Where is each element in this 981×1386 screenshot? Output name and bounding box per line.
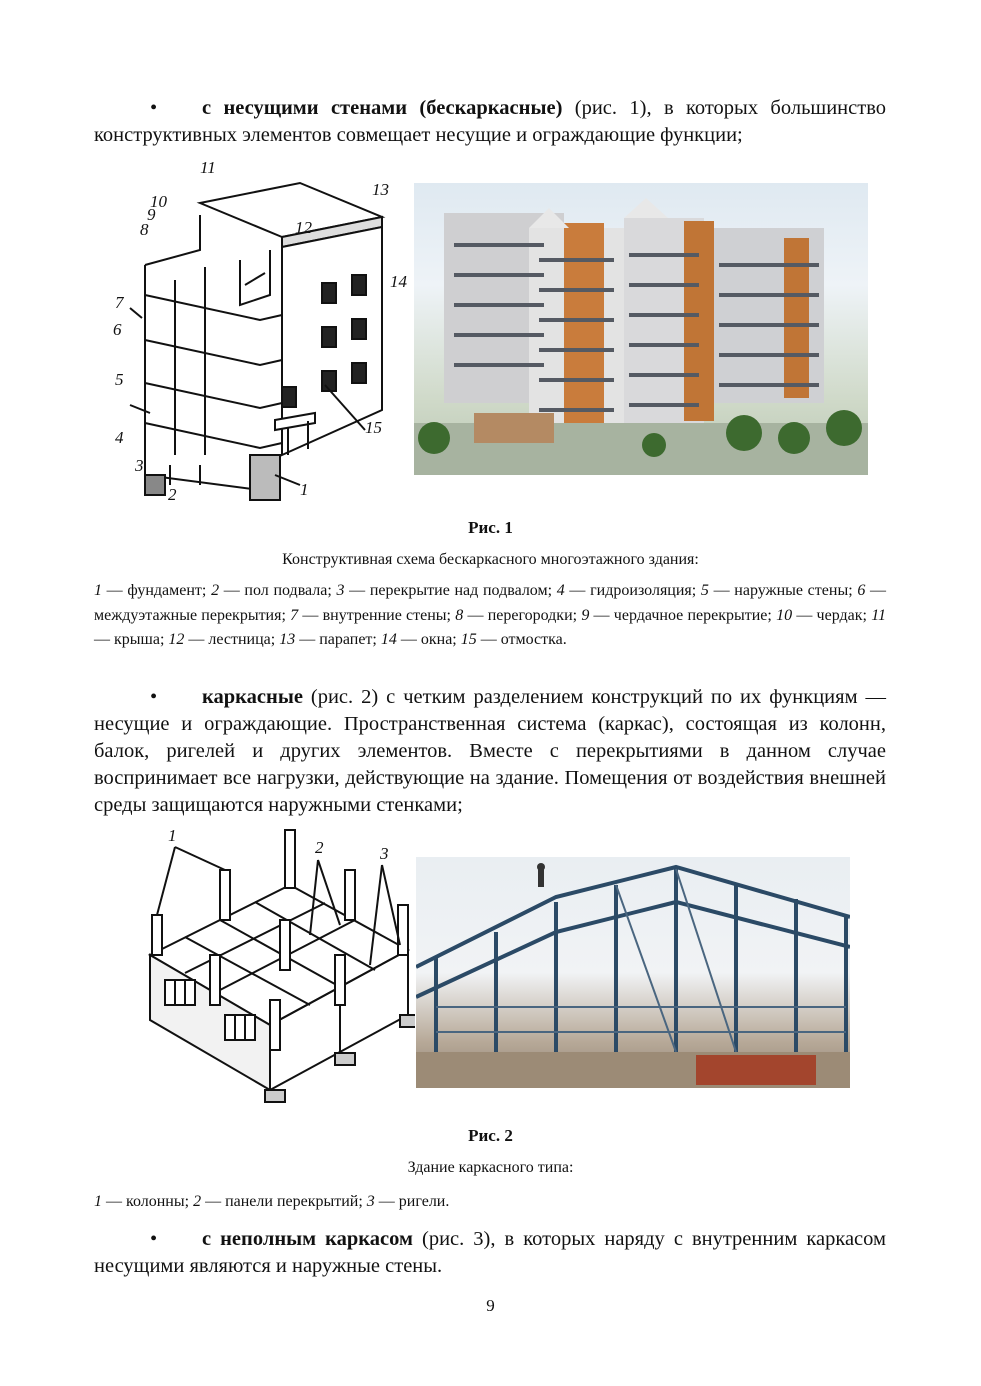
legend-number: 13 — [279, 631, 296, 648]
figure-1-label: 2 — [168, 485, 177, 504]
figure-1-label: 9 — [147, 205, 156, 224]
figure-1-label: 8 — [140, 220, 149, 239]
term-incomplete-frame: с неполным каркасом — [202, 1228, 413, 1250]
legend-text: — чердак; — [792, 606, 872, 624]
legend-text: — чердачное перекрытие; — [589, 606, 777, 624]
bullet-icon: • — [150, 686, 158, 708]
legend-number: 4 — [556, 582, 565, 599]
figure-2-schematic — [130, 825, 415, 1115]
term-frame-buildings: каркасные — [202, 686, 303, 708]
legend-number: 6 — [857, 582, 866, 599]
legend-text: — парапет; — [295, 631, 381, 648]
figure-1-label: 7 — [115, 293, 124, 312]
figure-1-legend — [94, 579, 886, 653]
legend-number: 3 — [366, 1193, 375, 1210]
figure-1-label: 14 — [390, 272, 407, 291]
bullet-icon: • — [150, 97, 158, 119]
bullet-icon: • — [150, 1228, 158, 1250]
legend-number: 9 — [581, 606, 590, 624]
figure-2-label: 2 — [315, 838, 324, 857]
legend-text: — ригели. — [374, 1193, 450, 1210]
paragraph-frame-buildings — [94, 684, 886, 819]
legend-text: — пол подвала; — [219, 582, 337, 599]
legend-text: — лестница; — [184, 631, 280, 648]
legend-text: — крыша; — [94, 631, 169, 648]
figure-1-label: 13 — [372, 180, 389, 199]
figure-1-label: 15 — [365, 418, 382, 437]
figure-2-subtitle: Здание каркасного типа: — [407, 1159, 574, 1176]
paragraph-incomplete-frame — [94, 1226, 886, 1280]
legend-text: — окна; — [396, 631, 461, 648]
page-number: 9 — [486, 1296, 495, 1315]
legend-number: 2 — [193, 1193, 202, 1210]
legend-number: 12 — [168, 631, 185, 648]
legend-text: — панели перекрытий; — [201, 1193, 367, 1210]
figure-1-schematic — [110, 155, 410, 510]
legend-text: — перекрытие над подвалом; — [344, 582, 557, 599]
figure-2-photo — [416, 857, 850, 1088]
paragraph-text: (рис. 3), в которых наряду с внутренним каркасом несущими являются и наружные стены. — [94, 1228, 886, 1277]
figure-2-label: 3 — [380, 844, 389, 863]
legend-number: 2 — [211, 582, 220, 599]
legend-number: 1 — [94, 1193, 102, 1210]
figure-1-label: 10 — [150, 192, 167, 211]
figure-2-title: Рис. 2 — [468, 1126, 513, 1145]
legend-number: 10 — [776, 606, 793, 624]
figure-1-label: 11 — [200, 158, 216, 177]
legend-text: — фундамент; — [102, 582, 212, 599]
legend-text: — отмостка. — [476, 631, 567, 648]
legend-number: 3 — [336, 582, 345, 599]
legend-number: 15 — [460, 631, 477, 648]
legend-text: — наружные стены; — [708, 582, 858, 599]
legend-text: — гидроизоляция; — [564, 582, 701, 599]
legend-number: 11 — [871, 606, 886, 624]
figure-2-legend — [94, 1190, 886, 1215]
legend-text: — междуэтажные перекрытия; — [94, 582, 887, 624]
legend-number: 8 — [455, 606, 464, 624]
figure-2-label: 1 — [168, 826, 177, 845]
figure-1-title: Рис. 1 — [468, 518, 513, 537]
figure-1-label: 5 — [115, 370, 124, 389]
paragraph-load-bearing-walls — [94, 95, 886, 149]
figure-1-label: 6 — [113, 320, 122, 339]
legend-text: — внутренние стены; — [298, 606, 456, 624]
legend-text: — перегородки; — [463, 606, 582, 624]
legend-text: — колонны; — [102, 1193, 194, 1210]
term-load-bearing-walls: с несущими стенами (бескаркасные) — [202, 97, 563, 119]
legend-number: 7 — [290, 606, 299, 624]
paragraph-text: (рис. 2) с четким разделением конструкций по их функциям — несущие и ограждающие. Пространственная система (каркас), состоящая из колонн, балок, ригелей и других элементов. Вместе с перекрытиями в данном случае воспринимает все нагрузки, действующие на здание. Помещения от воздействия внешней среды защищаются наружными стенками; — [94, 686, 886, 816]
legend-number: 5 — [700, 582, 709, 599]
figure-1-label: 12 — [295, 218, 312, 237]
figure-1-label: 1 — [300, 480, 309, 499]
figure-1-subtitle: Конструктивная схема бескаркасного многоэтажного здания: — [282, 551, 699, 568]
figure-1-label: 4 — [115, 428, 124, 447]
legend-number: 14 — [380, 631, 397, 648]
paragraph-text: (рис. 1), в которых большинство конструктивных элементов совмещает несущие и ограждающие функции; — [94, 97, 886, 146]
figure-1-photo — [414, 183, 868, 475]
legend-number: 1 — [94, 582, 102, 599]
figure-1-label: 3 — [135, 456, 144, 475]
